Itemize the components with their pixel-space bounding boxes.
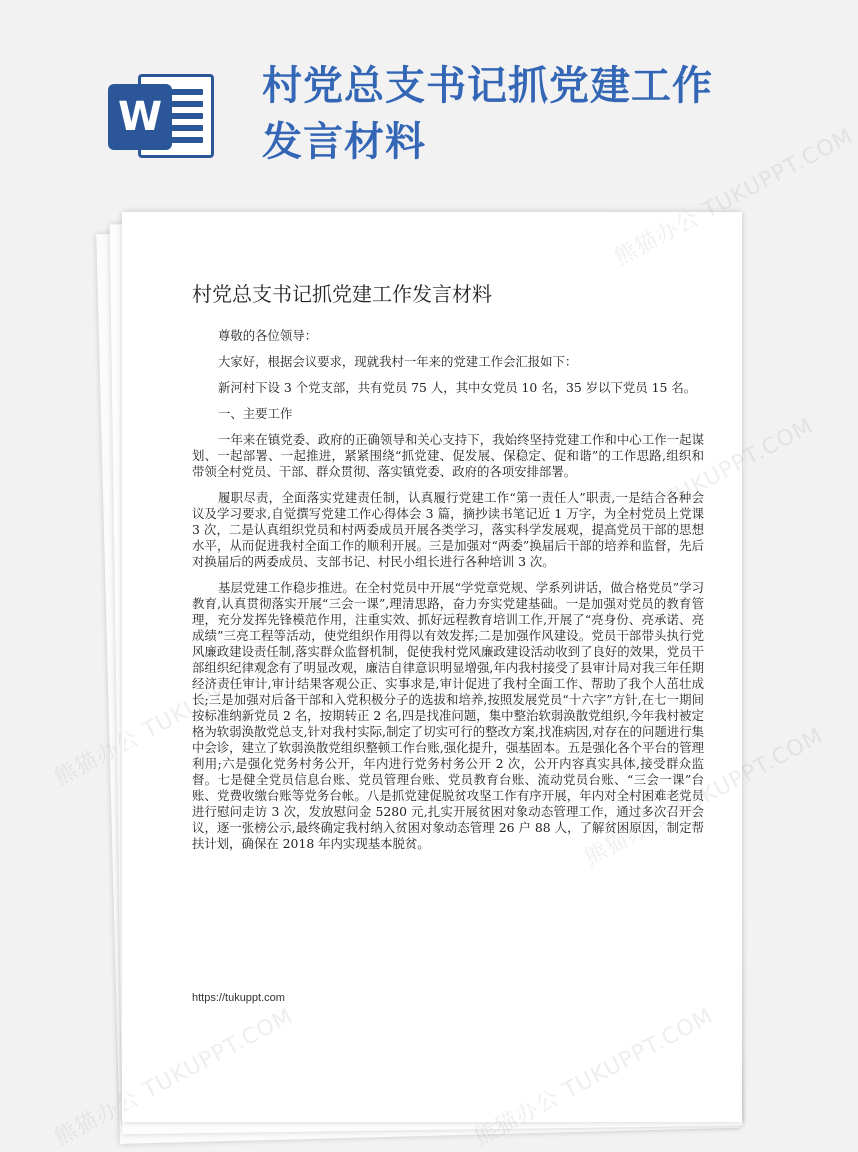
word-badge-letter: W xyxy=(108,84,172,150)
word-document-icon xyxy=(108,66,218,166)
footer-url: https://tukuppt.com xyxy=(192,992,285,1004)
paragraph-intro: 大家好，根据会议要求，现就我村一年来的党建工作会汇报如下： xyxy=(218,354,578,369)
paragraph-body: 一年来在镇党委、政府的正确领导和关心支持下，我始终坚持党建工作和中心工作一起谋划、一起部署、一起推进，紧紧围绕“抓党建、促发展、保稳定、促和谐”的工作思路,组织和带领全村党员、干部、群众贯彻、落实镇党委、政府的各项安排部署。 xyxy=(192,432,704,479)
document-title: 村党总支书记抓党建工作发言材料 xyxy=(192,282,492,306)
document-content xyxy=(192,280,704,862)
watermark: 熊猫办公 xyxy=(50,1085,144,1151)
watermark: TUKUPPT.COM xyxy=(668,723,828,824)
paragraph-overview: 新河村下设 3 个党支部，共有党员 75 人，其中女党员 10 名，35 岁以下党员 15 名。 xyxy=(218,380,697,395)
watermark: 熊猫办公 TUKUPPT.COM xyxy=(610,123,858,271)
watermark: 熊猫办公 xyxy=(50,725,144,791)
paragraph-body: 履职尽责，全面落实党建责任制，认真履行党建工作“第一责任人”职责,一是结合各种会议及学习要求,自觉撰写党建工作心得体会 3 篇，摘抄读书笔记近 1 万字，为全村党员上党课 3 次，二是认真组织党员和村两委成员开展各类学习，落实科学发展观，提高党员干部的思想水平，从而促进我村全面工作的顺利开展。三是加强对“两委”换届后干部的培养和监督，先后对换届后的两委成员、支部书记、村民小组长进行各种培训 3 次。 xyxy=(192,490,704,569)
banner-title: 村党总支书记抓党建工作发言材料 xyxy=(262,63,713,165)
header-banner xyxy=(0,0,800,200)
paragraph-salutation: 尊敬的各位领导： xyxy=(218,328,318,343)
section-heading: 一、主要工作 xyxy=(218,406,293,421)
paragraph-body: 基层党建工作稳步推进。在全村党员中开展“学党章党规、学系列讲话，做合格党员”学习教育,认真贯彻落实开展“三会一课”,理清思路，奋力夯实党建基础。一是加强对党员的教育管理，充分发挥先锋模范作用，注重实效、抓好远程教育培训工作,开展了“亮身份、亮承诺、亮成绩”三亮工程等活动，使党组织作用得以有效发挥;二是加强作风建设。党员干部带头执行党风廉政建设责任制,落实群众监督机制，促使我村党风廉政建设活动收到了良好的效果，党员干部组织纪律观念有了明显改观，廉洁自律意识明显增强,年内我村接受了县审计局对我三年任期经济责任审计,审计结果客观公正、实事求是,审计促进了我村全面工作、帮助了我个人茁壮成长;三是加强对后备干部和入党积极分子的选拔和培养,按照发展党员“十六字”方针,在七一期间按标准纳新党员 2 名，按期转正 2 名,四是找准问题，集中整治软弱涣散党组织,今年我村被定格为软弱涣散党总支,针对我村实际,制定了切实可行的整改方案,找准病因,对存在的问题进行集中会诊，建立了软弱涣散党组织整顿工作台账,强化提升，强基固本。五是强化各个平台的管理利用;六是强化党务村务公开，年内进行党务村务公开 2 次，公开内容真实具体,接受群众监督。七是健全党员信息台账、党员管理台账、党员教育台账、流动党员台账、“三会一课”台账、党费收缴台账等党务台帐。八是抓党建促脱贫攻坚工作有序开展，年内对全村困难老党员进行慰问走访 3 次，发放慰问金 5280 元,扎实开展贫困对象动态管理工作，通过多次召开会议，逐一张榜公示,最终确定我村纳入贫困对象动态管理 26 户 88 人，了解贫困原因，制定帮扶计划，确保在 2018 年内实现基本脱贫。 xyxy=(192,580,704,851)
